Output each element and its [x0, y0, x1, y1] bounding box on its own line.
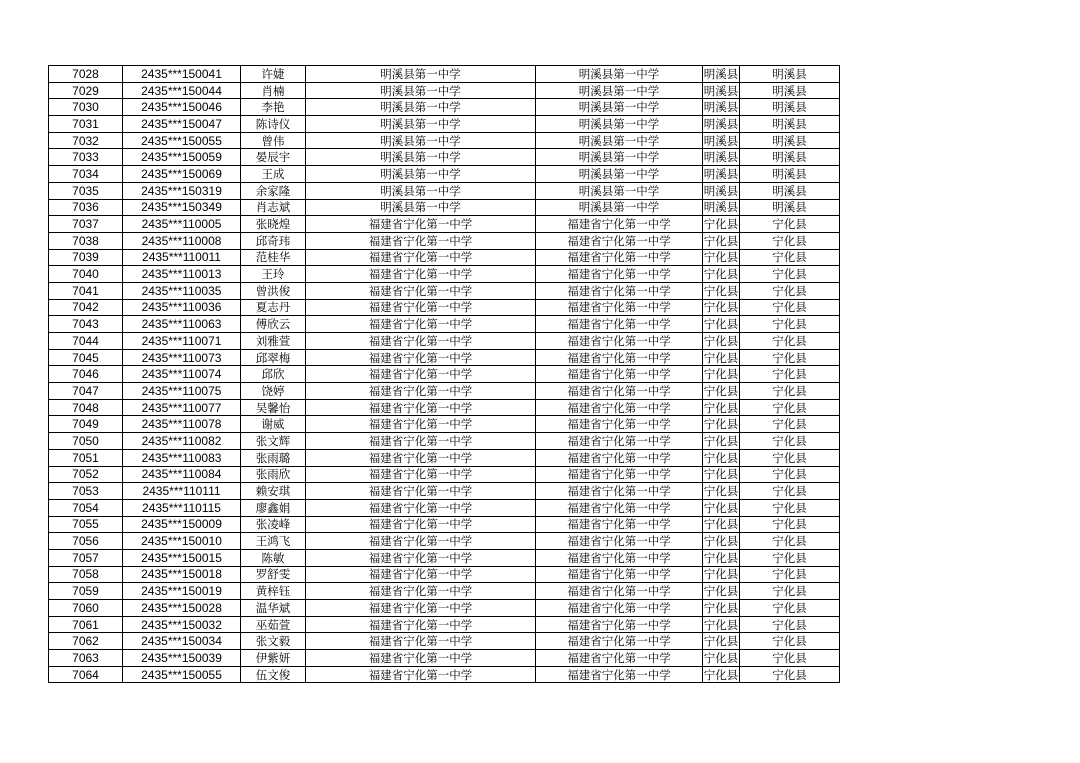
- table-row: [49, 66, 840, 83]
- county-cell: 宁化县: [703, 283, 739, 298]
- school-cell: 福建省宁化第一中学: [306, 566, 536, 583]
- student-name-cell: 肖志斌: [241, 199, 306, 216]
- county-cell: 宁化县: [703, 450, 739, 465]
- student-name-cell: 伊紫妍: [241, 650, 306, 667]
- table-row: [49, 99, 840, 116]
- exam-id-cell: 2435***150039: [123, 650, 241, 667]
- student-name-cell: 伍文俊: [241, 666, 306, 683]
- student-name-cell: 夏志丹: [241, 299, 306, 316]
- exam-id-cell: 2435***150059: [123, 149, 241, 166]
- district-cell: 宁化县: [740, 549, 840, 566]
- student-name-cell: 肖楠: [241, 82, 306, 99]
- county-cell: 宁化县: [703, 250, 739, 265]
- row-number-cell: 7044: [49, 333, 123, 350]
- admitted-school-cell: 福建省宁化第一中学: [536, 516, 703, 533]
- admitted-school-cell: 明溪县第一中学: [536, 149, 703, 166]
- school-cell: 明溪县第一中学: [306, 199, 536, 216]
- exam-id-cell: 2435***150044: [123, 82, 241, 99]
- exam-id-cell: 2435***150015: [123, 549, 241, 566]
- county-cell: 宁化县: [703, 233, 739, 248]
- admitted-school-cell: 明溪县第一中学: [536, 66, 703, 83]
- table-row: [49, 650, 840, 667]
- student-name-cell: 张文辉: [241, 433, 306, 450]
- admitted-school-cell: 福建省宁化第一中学: [536, 316, 703, 333]
- table-row: [49, 566, 840, 583]
- school-cell: 福建省宁化第一中学: [306, 650, 536, 667]
- table-row: [49, 583, 840, 600]
- county-cell: 宁化县: [703, 500, 739, 515]
- district-cell: 宁化县: [740, 466, 840, 483]
- school-cell: 福建省宁化第一中学: [306, 600, 536, 617]
- exam-id-cell: 2435***150009: [123, 516, 241, 533]
- exam-id-cell: 2435***110078: [123, 416, 241, 433]
- district-cell: 宁化县: [740, 650, 840, 667]
- row-number-cell: 7058: [49, 566, 123, 583]
- district-cell: 明溪县: [740, 149, 840, 166]
- school-cell: 明溪县第一中学: [306, 66, 536, 83]
- exam-id-cell: 2435***110084: [123, 466, 241, 483]
- student-name-cell: 晏辰宇: [241, 149, 306, 166]
- table-row: [49, 666, 840, 683]
- county-cell: 明溪县: [703, 66, 739, 81]
- student-name-cell: 张文毅: [241, 633, 306, 650]
- school-cell: 福建省宁化第一中学: [306, 216, 536, 233]
- district-cell: 宁化县: [740, 449, 840, 466]
- county-cell: 宁化县: [703, 350, 739, 365]
- exam-id-cell: 2435***150034: [123, 633, 241, 650]
- county-cell: 明溪县: [703, 83, 739, 98]
- admitted-school-cell: 福建省宁化第一中学: [536, 333, 703, 350]
- district-cell: 宁化县: [740, 600, 840, 617]
- table-row: [49, 249, 840, 266]
- admitted-school-cell: 福建省宁化第一中学: [536, 433, 703, 450]
- student-name-cell: 张凌峰: [241, 516, 306, 533]
- district-cell: 宁化县: [740, 566, 840, 583]
- table-row: [49, 82, 840, 99]
- row-number-cell: 7043: [49, 316, 123, 333]
- exam-id-cell: 2435***150055: [123, 132, 241, 149]
- county-cell: 明溪县: [703, 116, 739, 131]
- exam-id-cell: 2435***150010: [123, 533, 241, 550]
- county-cell: 明溪县: [703, 166, 739, 181]
- exam-id-cell: 2435***150019: [123, 583, 241, 600]
- roster-body: [49, 66, 840, 683]
- admitted-school-cell: 福建省宁化第一中学: [536, 650, 703, 667]
- county-cell: 明溪县: [703, 183, 739, 198]
- row-number-cell: 7050: [49, 433, 123, 450]
- school-cell: 福建省宁化第一中学: [306, 483, 536, 500]
- admitted-school-cell: 福建省宁化第一中学: [536, 533, 703, 550]
- school-cell: 福建省宁化第一中学: [306, 583, 536, 600]
- county-cell: 明溪县: [703, 100, 739, 115]
- admitted-school-cell: 福建省宁化第一中学: [536, 416, 703, 433]
- school-cell: 明溪县第一中学: [306, 149, 536, 166]
- table-row: [49, 232, 840, 249]
- table-row: [49, 266, 840, 283]
- exam-id-cell: 2435***150032: [123, 616, 241, 633]
- table-row: [49, 383, 840, 400]
- exam-id-cell: 2435***110063: [123, 316, 241, 333]
- table-row: [49, 449, 840, 466]
- table-row: [49, 349, 840, 366]
- row-number-cell: 7057: [49, 549, 123, 566]
- admitted-school-cell: 福建省宁化第一中学: [536, 549, 703, 566]
- admitted-school-cell: 明溪县第一中学: [536, 99, 703, 116]
- admitted-school-cell: 福建省宁化第一中学: [536, 383, 703, 400]
- row-number-cell: 7049: [49, 416, 123, 433]
- district-cell: 宁化县: [740, 232, 840, 249]
- exam-id-cell: 2435***110073: [123, 349, 241, 366]
- exam-id-cell: 2435***110071: [123, 333, 241, 350]
- county-cell: 宁化县: [703, 617, 739, 632]
- county-cell: 宁化县: [703, 267, 739, 282]
- school-cell: 福建省宁化第一中学: [306, 399, 536, 416]
- row-number-cell: 7046: [49, 366, 123, 383]
- county-cell: 宁化县: [703, 367, 739, 382]
- school-cell: 福建省宁化第一中学: [306, 516, 536, 533]
- row-number-cell: 7031: [49, 116, 123, 133]
- exam-id-cell: 2435***110082: [123, 433, 241, 450]
- row-number-cell: 7028: [49, 66, 123, 83]
- district-cell: 明溪县: [740, 132, 840, 149]
- county-cell: 宁化县: [703, 650, 739, 665]
- table-row: [49, 633, 840, 650]
- county-cell: 宁化县: [703, 333, 739, 348]
- county-cell: 宁化县: [703, 300, 739, 315]
- table-row: [49, 366, 840, 383]
- table-row: [49, 549, 840, 566]
- admitted-school-cell: 明溪县第一中学: [536, 199, 703, 216]
- admitted-school-cell: 福建省宁化第一中学: [536, 616, 703, 633]
- admitted-school-cell: 福建省宁化第一中学: [536, 366, 703, 383]
- school-cell: 福建省宁化第一中学: [306, 666, 536, 683]
- row-number-cell: 7061: [49, 616, 123, 633]
- row-number-cell: 7064: [49, 666, 123, 683]
- student-name-cell: 黄梓钰: [241, 583, 306, 600]
- school-cell: 福建省宁化第一中学: [306, 416, 536, 433]
- exam-id-cell: 2435***110111: [123, 483, 241, 500]
- table-row: [49, 216, 840, 233]
- district-cell: 明溪县: [740, 116, 840, 133]
- admitted-school-cell: 福建省宁化第一中学: [536, 299, 703, 316]
- school-cell: 福建省宁化第一中学: [306, 549, 536, 566]
- student-name-cell: 李艳: [241, 99, 306, 116]
- row-number-cell: 7045: [49, 349, 123, 366]
- district-cell: 宁化县: [740, 499, 840, 516]
- admitted-school-cell: 福建省宁化第一中学: [536, 633, 703, 650]
- school-cell: 福建省宁化第一中学: [306, 282, 536, 299]
- exam-id-cell: 2435***110074: [123, 366, 241, 383]
- student-name-cell: 陈诗仪: [241, 116, 306, 133]
- table-row: [49, 516, 840, 533]
- school-cell: 福建省宁化第一中学: [306, 266, 536, 283]
- student-name-cell: 廖鑫娟: [241, 499, 306, 516]
- district-cell: 宁化县: [740, 516, 840, 533]
- row-number-cell: 7063: [49, 650, 123, 667]
- student-name-cell: 陈敏: [241, 549, 306, 566]
- county-cell: 宁化县: [703, 484, 739, 499]
- exam-id-cell: 2435***110013: [123, 266, 241, 283]
- admitted-school-cell: 福建省宁化第一中学: [536, 266, 703, 283]
- row-number-cell: 7054: [49, 499, 123, 516]
- county-cell: 明溪县: [703, 133, 739, 148]
- county-cell: 明溪县: [703, 200, 739, 215]
- county-cell: 宁化县: [703, 517, 739, 532]
- student-name-cell: 余家隆: [241, 182, 306, 199]
- student-name-cell: 范桂华: [241, 249, 306, 266]
- school-cell: 福建省宁化第一中学: [306, 249, 536, 266]
- row-number-cell: 7035: [49, 182, 123, 199]
- district-cell: 宁化县: [740, 299, 840, 316]
- school-cell: 福建省宁化第一中学: [306, 616, 536, 633]
- exam-id-cell: 2435***150047: [123, 116, 241, 133]
- student-name-cell: 饶婷: [241, 383, 306, 400]
- exam-id-cell: 2435***150069: [123, 166, 241, 183]
- student-name-cell: 王成: [241, 166, 306, 183]
- county-cell: 宁化县: [703, 567, 739, 582]
- student-name-cell: 王玲: [241, 266, 306, 283]
- school-cell: 福建省宁化第一中学: [306, 349, 536, 366]
- student-name-cell: 吴馨怡: [241, 399, 306, 416]
- district-cell: 宁化县: [740, 249, 840, 266]
- district-cell: 宁化县: [740, 333, 840, 350]
- exam-id-cell: 2435***150028: [123, 600, 241, 617]
- school-cell: 福建省宁化第一中学: [306, 366, 536, 383]
- row-number-cell: 7053: [49, 483, 123, 500]
- row-number-cell: 7042: [49, 299, 123, 316]
- row-number-cell: 7033: [49, 149, 123, 166]
- student-name-cell: 许婕: [241, 66, 306, 83]
- school-cell: 明溪县第一中学: [306, 82, 536, 99]
- row-number-cell: 7048: [49, 399, 123, 416]
- student-name-cell: 曾伟: [241, 132, 306, 149]
- district-cell: 明溪县: [740, 66, 840, 83]
- row-number-cell: 7040: [49, 266, 123, 283]
- row-number-cell: 7055: [49, 516, 123, 533]
- county-cell: 宁化县: [703, 634, 739, 649]
- county-cell: 宁化县: [703, 467, 739, 482]
- exam-id-cell: 2435***150319: [123, 182, 241, 199]
- student-name-cell: 王鸿飞: [241, 533, 306, 550]
- student-name-cell: 温华斌: [241, 600, 306, 617]
- student-name-cell: 罗舒雯: [241, 566, 306, 583]
- district-cell: 宁化县: [740, 583, 840, 600]
- table-row: [49, 399, 840, 416]
- row-number-cell: 7039: [49, 249, 123, 266]
- county-cell: 宁化县: [703, 667, 739, 682]
- exam-id-cell: 2435***110036: [123, 299, 241, 316]
- county-cell: 宁化县: [703, 534, 739, 549]
- county-cell: 宁化县: [703, 550, 739, 565]
- row-number-cell: 7032: [49, 132, 123, 149]
- table-row: [49, 166, 840, 183]
- exam-id-cell: 2435***150046: [123, 99, 241, 116]
- school-cell: 明溪县第一中学: [306, 116, 536, 133]
- admitted-school-cell: 明溪县第一中学: [536, 116, 703, 133]
- school-cell: 福建省宁化第一中学: [306, 449, 536, 466]
- table-row: [49, 333, 840, 350]
- student-name-cell: 曾洪俊: [241, 282, 306, 299]
- admitted-school-cell: 明溪县第一中学: [536, 132, 703, 149]
- admitted-school-cell: 福建省宁化第一中学: [536, 232, 703, 249]
- county-cell: 宁化县: [703, 383, 739, 398]
- district-cell: 宁化县: [740, 416, 840, 433]
- row-number-cell: 7037: [49, 216, 123, 233]
- school-cell: 福建省宁化第一中学: [306, 383, 536, 400]
- admitted-school-cell: 福建省宁化第一中学: [536, 483, 703, 500]
- row-number-cell: 7059: [49, 583, 123, 600]
- exam-id-cell: 2435***110008: [123, 232, 241, 249]
- table-row: [49, 499, 840, 516]
- district-cell: 宁化县: [740, 316, 840, 333]
- school-cell: 福建省宁化第一中学: [306, 232, 536, 249]
- county-cell: 宁化县: [703, 217, 739, 232]
- admitted-school-cell: 福建省宁化第一中学: [536, 249, 703, 266]
- school-cell: 明溪县第一中学: [306, 166, 536, 183]
- school-cell: 福建省宁化第一中学: [306, 533, 536, 550]
- row-number-cell: 7041: [49, 282, 123, 299]
- county-cell: 宁化县: [703, 433, 739, 448]
- district-cell: 宁化县: [740, 349, 840, 366]
- exam-id-cell: 2435***110083: [123, 449, 241, 466]
- table-row: [49, 132, 840, 149]
- district-cell: 明溪县: [740, 99, 840, 116]
- district-cell: 宁化县: [740, 666, 840, 683]
- table-row: [49, 116, 840, 133]
- admitted-school-cell: 福建省宁化第一中学: [536, 449, 703, 466]
- district-cell: 明溪县: [740, 182, 840, 199]
- student-name-cell: 邱翠梅: [241, 349, 306, 366]
- district-cell: 宁化县: [740, 633, 840, 650]
- table-row: [49, 466, 840, 483]
- table-row: [49, 316, 840, 333]
- row-number-cell: 7056: [49, 533, 123, 550]
- student-name-cell: 谢威: [241, 416, 306, 433]
- student-name-cell: 张雨欣: [241, 466, 306, 483]
- row-number-cell: 7060: [49, 600, 123, 617]
- row-number-cell: 7030: [49, 99, 123, 116]
- row-number-cell: 7062: [49, 633, 123, 650]
- admitted-school-cell: 福建省宁化第一中学: [536, 666, 703, 683]
- school-cell: 福建省宁化第一中学: [306, 333, 536, 350]
- exam-id-cell: 2435***110035: [123, 282, 241, 299]
- county-cell: 宁化县: [703, 317, 739, 332]
- row-number-cell: 7052: [49, 466, 123, 483]
- district-cell: 宁化县: [740, 383, 840, 400]
- table-row: [49, 416, 840, 433]
- exam-id-cell: 2435***110115: [123, 499, 241, 516]
- student-name-cell: 张雨璐: [241, 449, 306, 466]
- exam-id-cell: 2435***110075: [123, 383, 241, 400]
- exam-id-cell: 2435***150055: [123, 666, 241, 683]
- school-cell: 明溪县第一中学: [306, 182, 536, 199]
- admitted-school-cell: 明溪县第一中学: [536, 166, 703, 183]
- table-row: [49, 483, 840, 500]
- county-cell: 宁化县: [703, 600, 739, 615]
- district-cell: 明溪县: [740, 166, 840, 183]
- table-row: [49, 616, 840, 633]
- admitted-school-cell: 福建省宁化第一中学: [536, 583, 703, 600]
- admitted-school-cell: 福建省宁化第一中学: [536, 282, 703, 299]
- school-cell: 福建省宁化第一中学: [306, 633, 536, 650]
- district-cell: 明溪县: [740, 82, 840, 99]
- row-number-cell: 7047: [49, 383, 123, 400]
- county-cell: 宁化县: [703, 400, 739, 415]
- exam-id-cell: 2435***110077: [123, 399, 241, 416]
- admitted-school-cell: 福建省宁化第一中学: [536, 499, 703, 516]
- county-cell: 宁化县: [703, 417, 739, 432]
- admitted-school-cell: 福建省宁化第一中学: [536, 466, 703, 483]
- exam-id-cell: 2435***150349: [123, 199, 241, 216]
- admitted-school-cell: 福建省宁化第一中学: [536, 566, 703, 583]
- exam-id-cell: 2435***150018: [123, 566, 241, 583]
- student-name-cell: 傅欣云: [241, 316, 306, 333]
- row-number-cell: 7051: [49, 449, 123, 466]
- district-cell: 宁化县: [740, 616, 840, 633]
- table-row: [49, 149, 840, 166]
- table-row: [49, 282, 840, 299]
- admitted-school-cell: 明溪县第一中学: [536, 82, 703, 99]
- exam-id-cell: 2435***110011: [123, 249, 241, 266]
- school-cell: 福建省宁化第一中学: [306, 499, 536, 516]
- table-row: [49, 199, 840, 216]
- district-cell: 宁化县: [740, 216, 840, 233]
- school-cell: 福建省宁化第一中学: [306, 299, 536, 316]
- row-number-cell: 7036: [49, 199, 123, 216]
- table-row: [49, 182, 840, 199]
- district-cell: 宁化县: [740, 483, 840, 500]
- exam-id-cell: 2435***150041: [123, 66, 241, 83]
- student-name-cell: 赖安琪: [241, 483, 306, 500]
- district-cell: 宁化县: [740, 433, 840, 450]
- admitted-school-cell: 福建省宁化第一中学: [536, 349, 703, 366]
- county-cell: 明溪县: [703, 150, 739, 165]
- school-cell: 福建省宁化第一中学: [306, 466, 536, 483]
- row-number-cell: 7034: [49, 166, 123, 183]
- district-cell: 宁化县: [740, 282, 840, 299]
- admitted-school-cell: 福建省宁化第一中学: [536, 600, 703, 617]
- county-cell: 宁化县: [703, 584, 739, 599]
- school-cell: 明溪县第一中学: [306, 132, 536, 149]
- admitted-school-cell: 福建省宁化第一中学: [536, 216, 703, 233]
- district-cell: 宁化县: [740, 399, 840, 416]
- row-number-cell: 7029: [49, 82, 123, 99]
- exam-id-cell: 2435***110005: [123, 216, 241, 233]
- roster-table: [48, 65, 840, 683]
- student-name-cell: 刘雅萱: [241, 333, 306, 350]
- student-name-cell: 巫茹萱: [241, 616, 306, 633]
- student-name-cell: 邱欣: [241, 366, 306, 383]
- student-name-cell: 邱奇玮: [241, 232, 306, 249]
- district-cell: 明溪县: [740, 199, 840, 216]
- row-number-cell: 7038: [49, 232, 123, 249]
- admitted-school-cell: 明溪县第一中学: [536, 182, 703, 199]
- district-cell: 宁化县: [740, 366, 840, 383]
- school-cell: 福建省宁化第一中学: [306, 316, 536, 333]
- table-row: [49, 533, 840, 550]
- student-name-cell: 张晓煌: [241, 216, 306, 233]
- table-row: [49, 433, 840, 450]
- table-row: [49, 600, 840, 617]
- district-cell: 宁化县: [740, 533, 840, 550]
- table-row: [49, 299, 840, 316]
- school-cell: 福建省宁化第一中学: [306, 433, 536, 450]
- school-cell: 明溪县第一中学: [306, 99, 536, 116]
- admitted-school-cell: 福建省宁化第一中学: [536, 399, 703, 416]
- district-cell: 宁化县: [740, 266, 840, 283]
